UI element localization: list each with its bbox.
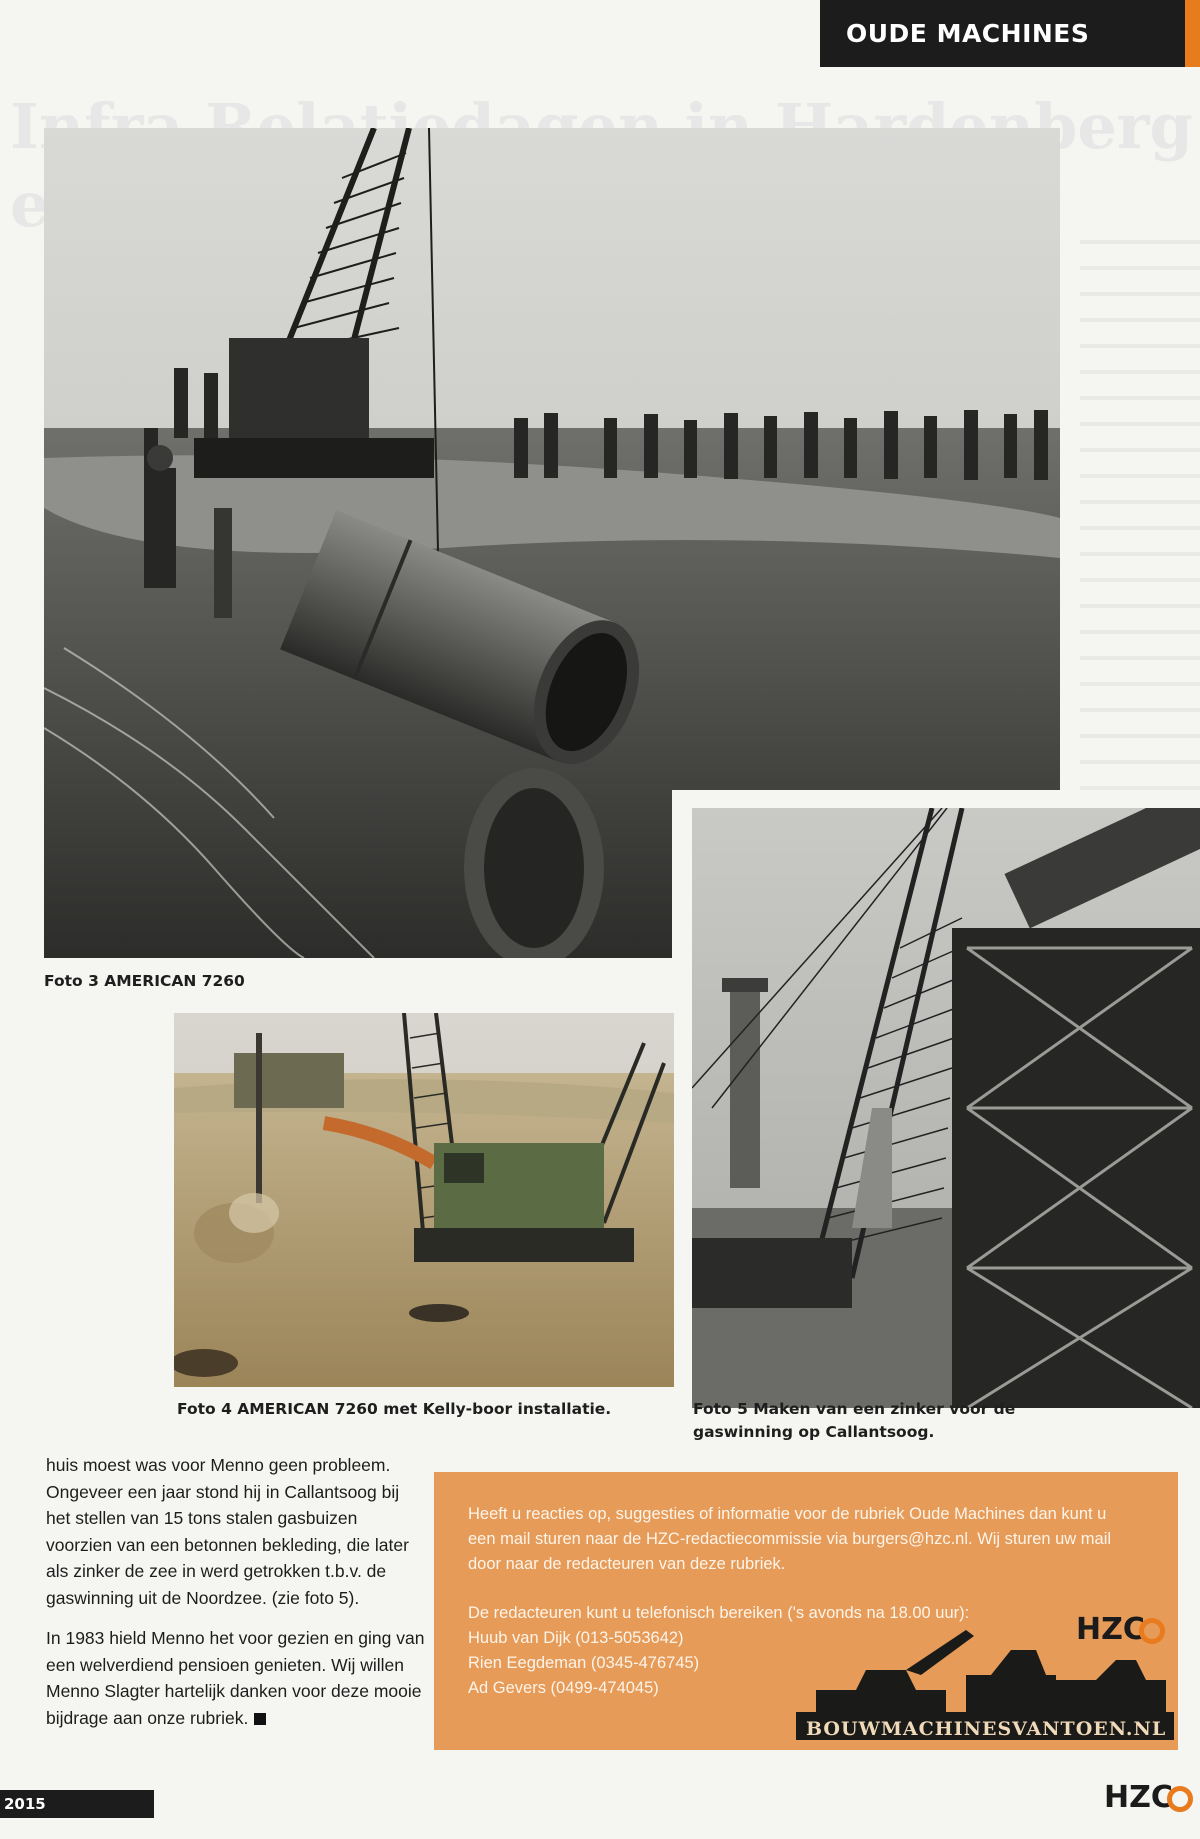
photo-3-caption: Foto 3 AMERICAN 7260 (44, 972, 245, 990)
section-tag (820, 0, 1185, 67)
section-title: OUDE MACHINES (846, 19, 1090, 48)
body-paragraph (46, 1625, 426, 1731)
editor-3: Ad Gevers (0499-474045) (468, 1679, 659, 1697)
bleed-through-text: Infra Relatiedagen in Hardenberg (10, 90, 1193, 163)
photo-4-caption: Foto 4 AMERICAN 7260 met Kelly-boor installatie. (177, 1400, 612, 1418)
hzc-logo-text: HZC (1076, 1611, 1145, 1647)
editor-1: Huub van Dijk (013-5053642) (468, 1629, 684, 1647)
info-intro: Heeft u reacties op, suggesties of informatie voor de rubriek Oude Machines dan kunt u een mail sturen naar de HZC-redactiecommissie via burgers@hzc.nl. Wij sturen uw mail door naar de redacteuren van deze rubriek. (468, 1505, 1112, 1573)
website-link[interactable]: BOUWMACHINESVANTOEN.NL (806, 1718, 1167, 1740)
phone-intro: De redacteuren kunt u telefonisch bereiken ('s avonds na 18.00 uur): (468, 1604, 970, 1622)
end-mark-icon (254, 1713, 266, 1725)
section-tag-accent (1185, 0, 1200, 67)
footer-hzc-logo (1104, 1772, 1194, 1822)
body-paragraph: huis moest was voor Menno geen probleem. Ongeveer een jaar stond hij in Callantsoog bij het stellen van 15 tons stalen gasbuizen voorzien van een betonnen bekleding, die later als zinker de zee in werd getrokken t.b.v. de gaswinning uit de Noordzee. (zie foto 5). (46, 1455, 409, 1608)
photo-5-caption: Foto 5 Maken van een zinker voor de gaswinning op Callantsoog. (693, 1400, 1016, 1441)
body-paragraph-text: In 1983 hield Menno het voor gezien en ging van een welverdiend pensioen genieten. Wij willen Menno Slagter hartelijk danken voor deze mooie bijdrage aan onze rubriek. (46, 1628, 425, 1728)
footer-logo-text: HZC (1104, 1779, 1173, 1815)
article-body (46, 1452, 426, 1745)
editor-2: Rien Eegdeman (0345-476745) (468, 1654, 700, 1672)
kelly-drill-crane-photo (174, 1013, 674, 1387)
zinker-construction-photo (672, 790, 1200, 1408)
page-year: 2015 (4, 1795, 46, 1813)
gear-icon (1167, 1786, 1193, 1812)
